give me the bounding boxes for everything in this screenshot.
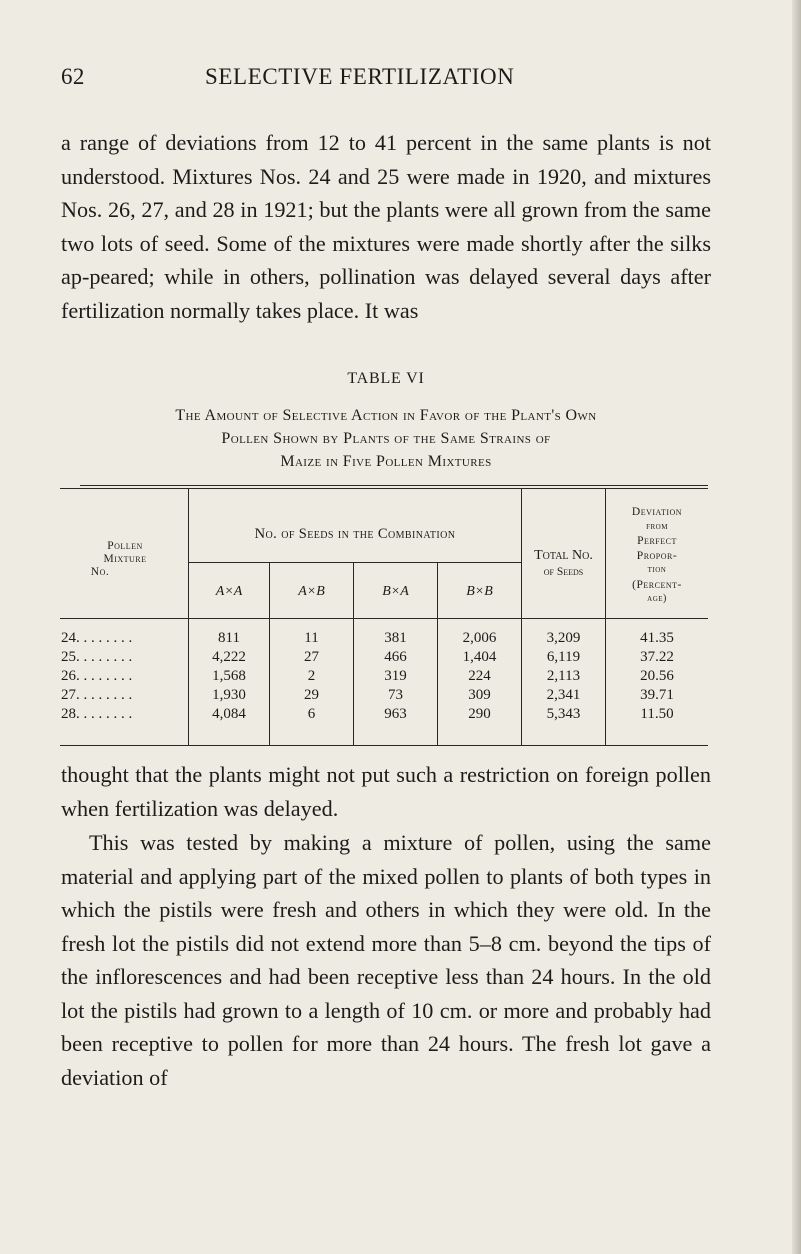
header-of-seeds-line: of Seeds bbox=[543, 566, 584, 578]
header-pollen-line: Pollen bbox=[107, 540, 143, 552]
cell-deviation: 41.35 bbox=[640, 630, 674, 646]
mixture-number: 27. . . . . . . . bbox=[61, 687, 133, 703]
mixture-number: 24. . . . . . . . bbox=[61, 630, 133, 646]
paragraph-3: This was tested by making a mixture of pollen, using the same material and applying part of the mixed pollen to plants of both types in which the pistils were fresh and others in which they were old. In the fresh lot the pistils did not extend more than 5–8 cm. beyond the tips of the inflorescences and had been receptive less than 24 hours. In the old lot the pistils had grown to a length of 10 cm. or more and probably had been receptive to pollen for more than 24 hours. The fresh lot gave a deviation of bbox=[61, 830, 711, 1090]
header-bxb: B×B bbox=[466, 584, 493, 599]
table-sub-header-rule bbox=[189, 562, 522, 563]
header-perfect-line: Perfect bbox=[637, 535, 677, 547]
cell-axb: 11 bbox=[304, 630, 319, 646]
table-label: TABLE VI bbox=[347, 370, 425, 387]
mixture-number: 25. . . . . . . . bbox=[61, 649, 133, 665]
mixture-number: 26. . . . . . . . bbox=[61, 668, 133, 684]
header-mixture-line: Mixture bbox=[103, 553, 147, 565]
cell-bxb: 290 bbox=[468, 706, 491, 722]
header-bxa: B×A bbox=[382, 584, 409, 599]
cell-total: 2,113 bbox=[546, 668, 581, 684]
cell-bxb: 309 bbox=[468, 687, 491, 703]
cell-axb: 27 bbox=[304, 649, 319, 665]
cell-axb: 6 bbox=[307, 706, 316, 722]
table-header-rule bbox=[60, 618, 708, 619]
mixture-number: 28. . . . . . . . bbox=[61, 706, 133, 722]
header-total-seeds bbox=[522, 548, 605, 580]
cell-axb: 2 bbox=[307, 668, 316, 684]
header-pollen-mixture bbox=[74, 540, 176, 579]
cell-deviation: 37.22 bbox=[640, 649, 674, 665]
cell-bxb: 224 bbox=[468, 668, 491, 684]
header-propor-line: Propor- bbox=[636, 549, 678, 562]
cell-bxa: 319 bbox=[384, 668, 407, 684]
cell-axa: 4,222 bbox=[212, 649, 246, 665]
paragraph-2: thought that the plants might not put such a restriction on foreign pollen when fertilization was delayed. bbox=[61, 762, 711, 821]
header-axa: A×A bbox=[215, 584, 243, 599]
cell-bxa: 381 bbox=[384, 630, 407, 646]
page-number: 62 bbox=[61, 64, 85, 89]
cell-axa: 4,084 bbox=[212, 706, 246, 722]
header-tion-line: tion bbox=[647, 564, 667, 575]
cell-bxa: 466 bbox=[384, 649, 407, 665]
paragraph-1: a range of deviations from 12 to 41 percent in the same plants is not understood. Mixtures Nos. 24 and 25 were made in 1920, and mixtures Nos. 26, 27, and 28 in 1921; but the plants were all grown from the same two lots of seed. Some of the mixtures were made shortly after the silks ap-peared; while in others, pollination was delayed several days after fertilization normally takes place. It was bbox=[61, 130, 711, 323]
table-top-rule-2 bbox=[60, 488, 708, 489]
page-edge-shadow bbox=[792, 0, 801, 1254]
table-bottom-rule bbox=[60, 745, 708, 746]
header-axb: A×B bbox=[298, 584, 325, 599]
table-title-line-2: Pollen Shown by Plants of the Same Strains of bbox=[221, 430, 551, 447]
cell-deviation: 20.56 bbox=[640, 668, 674, 684]
cell-bxb: 2,006 bbox=[462, 630, 497, 646]
header-from-line: from bbox=[646, 520, 668, 532]
table-top-rule-1 bbox=[80, 485, 708, 486]
cell-total: 2,341 bbox=[546, 687, 581, 703]
header-total-line: Total No. bbox=[534, 548, 593, 563]
header-age-line: age) bbox=[647, 593, 667, 604]
cell-bxa: 963 bbox=[384, 706, 407, 722]
cell-axa: 1,568 bbox=[212, 668, 246, 684]
cell-bxa: 73 bbox=[388, 687, 403, 703]
cell-axa: 811 bbox=[218, 630, 240, 646]
cell-deviation: 39.71 bbox=[640, 687, 674, 703]
cell-total: 5,343 bbox=[546, 706, 581, 722]
cell-axb: 29 bbox=[304, 687, 319, 703]
header-deviation bbox=[606, 505, 708, 607]
cell-total: 6,119 bbox=[546, 649, 581, 665]
cell-total: 3,209 bbox=[546, 630, 581, 646]
header-seeds-in-combination: No. of Seeds in the Combination bbox=[254, 526, 456, 542]
cell-bxb: 1,404 bbox=[462, 649, 497, 665]
cell-axa: 1,930 bbox=[212, 687, 246, 703]
table-title-line-1: The Amount of Selective Action in Favor of the Plant's Own bbox=[175, 407, 597, 424]
table-title-line-3: Maize in Five Pollen Mixtures bbox=[280, 453, 492, 470]
header-percent-line: (Percent- bbox=[632, 578, 682, 591]
header-no-line: No. bbox=[90, 566, 110, 578]
cell-deviation: 11.50 bbox=[640, 706, 674, 722]
header-deviation-line: Deviation bbox=[631, 506, 683, 518]
running-title: SELECTIVE FERTILIZATION bbox=[205, 64, 515, 89]
